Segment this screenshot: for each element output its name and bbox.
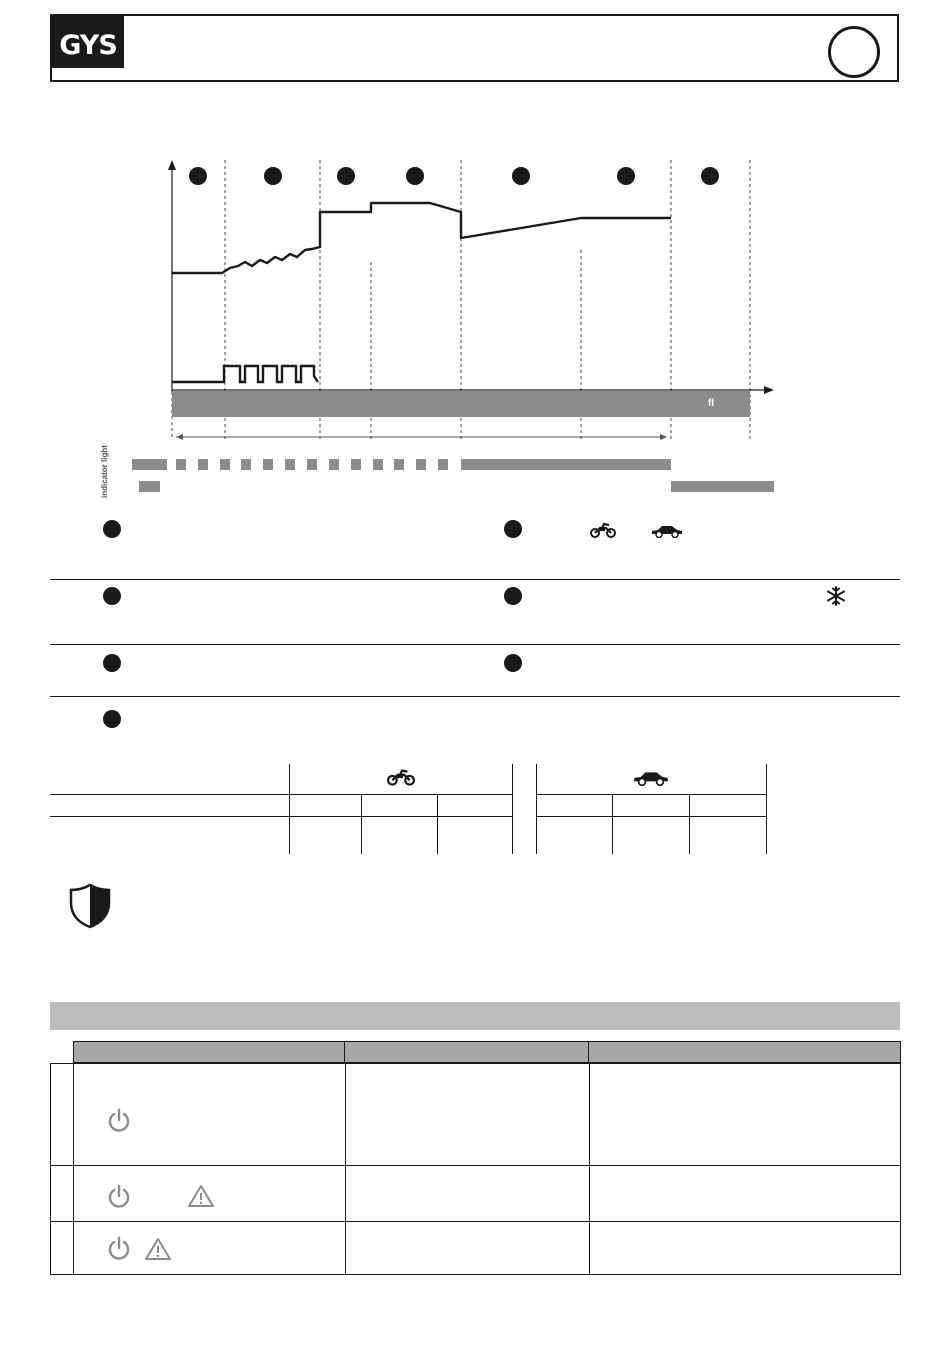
step-bullet-4: [103, 710, 121, 728]
current-curve: [172, 366, 318, 382]
power-icon: [107, 1108, 131, 1134]
indicator-light-label: indicator light: [100, 445, 109, 498]
table-header-cell: [73, 1041, 345, 1063]
fault-table: [50, 1063, 901, 1275]
charge-curve-chart: [0, 150, 950, 500]
step-dot-1: [189, 167, 207, 185]
step-bullet-7: [504, 654, 522, 672]
power-icon: [107, 1236, 131, 1262]
step-dot-4: [406, 167, 424, 185]
duration-arrow-right: [660, 434, 667, 440]
motorcycle-icon: [590, 522, 616, 538]
indicator-light-row-1: [132, 459, 671, 470]
voltage-curve: [172, 203, 671, 273]
step-bullet-1: [103, 520, 121, 538]
x-axis-arrow: [764, 386, 774, 394]
page-header: [50, 14, 899, 82]
shield-icon: [68, 883, 112, 929]
logo-strip: [52, 68, 124, 80]
warning-icon: [187, 1183, 215, 1209]
indicator-light-row-2: [139, 481, 774, 492]
step-dot-6: [617, 167, 635, 185]
step-dot-5: [512, 167, 530, 185]
duration-arrow-left: [176, 434, 183, 440]
section-bar: [50, 1002, 900, 1030]
step-dot-3: [337, 167, 355, 185]
car-icon: [650, 524, 684, 538]
motorcycle-icon: [387, 768, 415, 786]
power-icon: [107, 1184, 131, 1210]
step-bullet-5: [504, 520, 522, 538]
divider: [50, 579, 900, 580]
step-dot-7: [701, 167, 719, 185]
car-icon: [632, 770, 670, 786]
step-bullet-3: [103, 654, 121, 672]
brand-logo: [52, 16, 124, 80]
table-header-cell: [588, 1041, 901, 1063]
float-label: fl: [708, 398, 715, 409]
brand-name: GYS: [59, 30, 117, 61]
step-dot-2: [264, 167, 282, 185]
table-header-cell: [344, 1041, 589, 1063]
divider: [50, 644, 900, 645]
step-dots: [189, 167, 719, 185]
warning-icon: [144, 1236, 172, 1262]
y-axis-arrow: [168, 160, 176, 170]
divider: [50, 696, 900, 697]
step-bullet-2: [103, 587, 121, 605]
time-band: [172, 391, 750, 417]
language-circle: [828, 26, 880, 78]
snowflake-icon: [825, 585, 847, 607]
step-bullet-6: [504, 587, 522, 605]
